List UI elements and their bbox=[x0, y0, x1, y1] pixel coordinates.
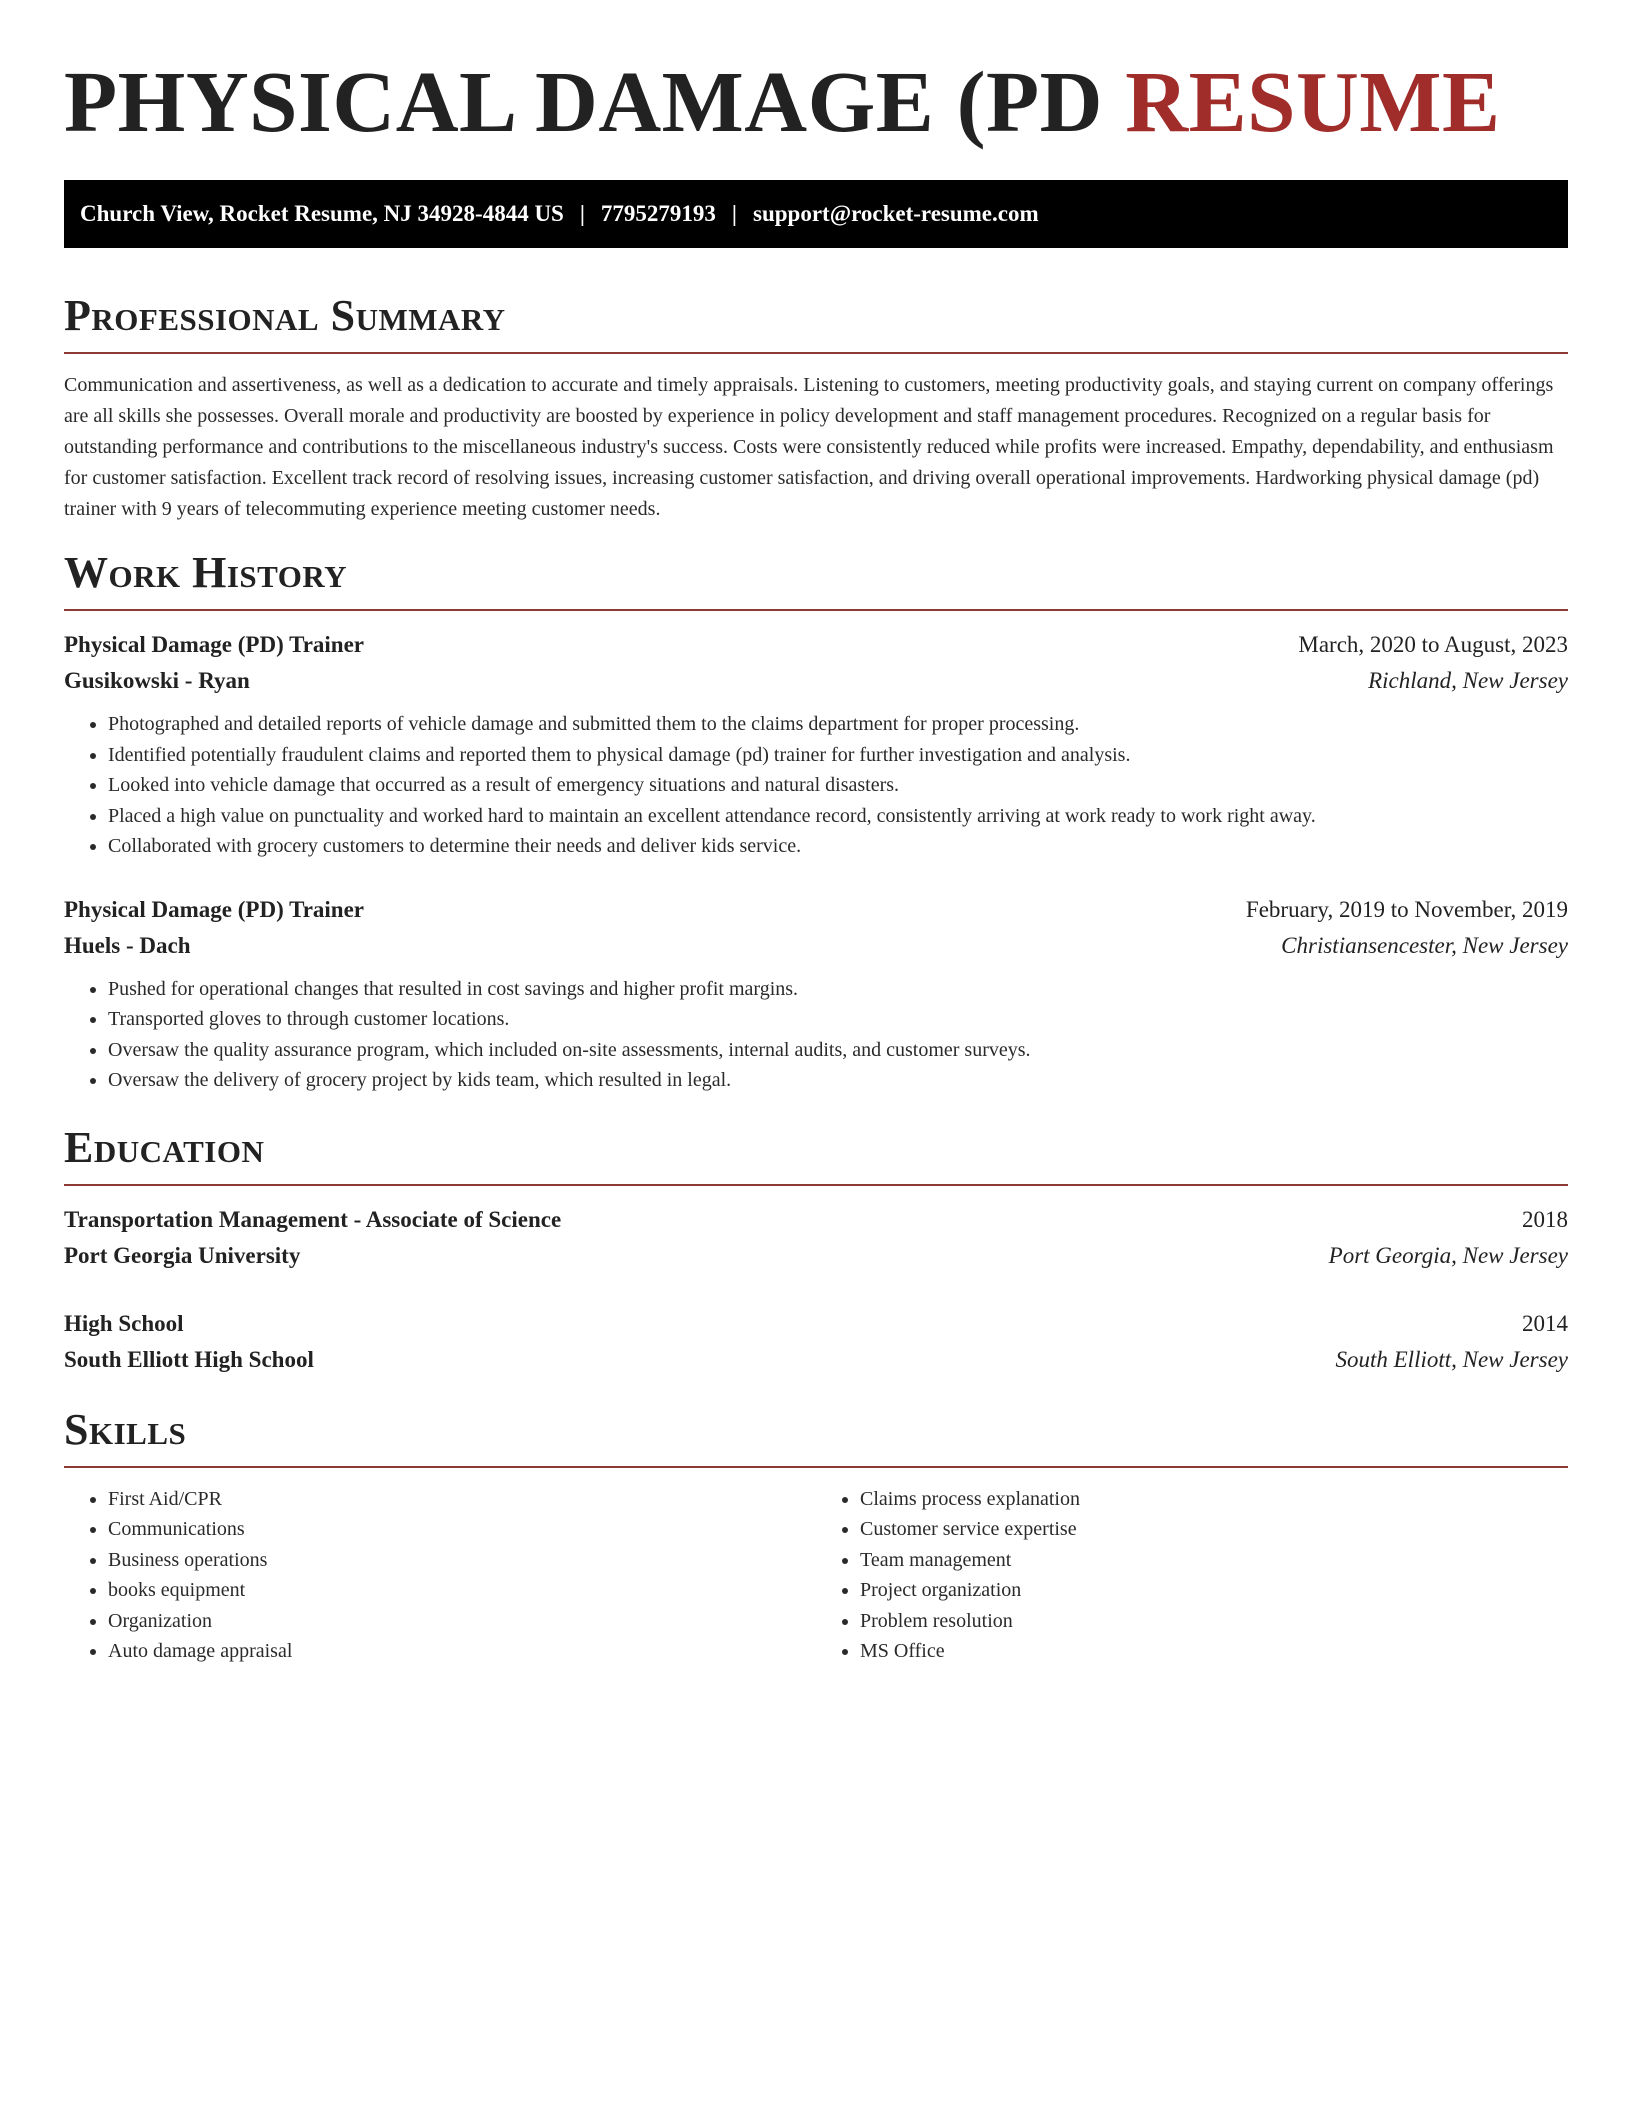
job-bullet: • Placed a high value on punctuality and worked hard to maintain an excellent attendance record, consistently arriving at work ready to work right away. bbox=[108, 801, 1568, 832]
education-degree: Transportation Management - Associate of Science bbox=[64, 1206, 562, 1232]
education-header-row bbox=[64, 1202, 1568, 1238]
work-history-section bbox=[64, 547, 1568, 1096]
education-school-row bbox=[64, 1342, 1568, 1378]
job-header-row bbox=[64, 892, 1568, 928]
section-title-skills: Skills bbox=[64, 1404, 187, 1454]
job-bullet: • Collaborated with grocery customers to determine their needs and deliver kids service. bbox=[108, 831, 1568, 862]
education-location: Port Georgia, New Jersey bbox=[1328, 1242, 1568, 1268]
job-company-row bbox=[64, 928, 1568, 964]
job-header-row bbox=[64, 627, 1568, 663]
job-location: Richland, New Jersey bbox=[1368, 668, 1568, 693]
education-entry bbox=[64, 1306, 1568, 1378]
skills-list bbox=[64, 1484, 816, 1667]
job-entry bbox=[64, 627, 1568, 862]
job-company: Gusikowski - Ryan bbox=[64, 668, 250, 693]
section-divider bbox=[64, 1184, 1568, 1186]
job-bullet: • Photographed and detailed reports of vehicle damage and submitted them to the claims department for proper processing. bbox=[108, 709, 1568, 740]
job-bullet: • Pushed for operational changes that resulted in cost savings and higher profit margins. bbox=[108, 974, 1568, 1005]
skill-item: • First Aid/CPR bbox=[108, 1484, 816, 1515]
skills-grid bbox=[64, 1484, 1568, 1667]
contact-separator: | bbox=[731, 201, 737, 226]
skill-item: • books equipment bbox=[108, 1575, 816, 1606]
education-location: South Elliott, New Jersey bbox=[1335, 1346, 1568, 1372]
skills-column-left bbox=[64, 1484, 816, 1667]
contact-bar bbox=[64, 180, 1568, 248]
skills-list bbox=[816, 1484, 1568, 1667]
title-main: PHYSICAL DAMAGE (PD bbox=[64, 53, 1104, 150]
job-company: Huels - Dach bbox=[64, 932, 191, 958]
summary-section bbox=[64, 290, 1568, 525]
skill-item: • Auto damage appraisal bbox=[108, 1636, 816, 1667]
section-divider bbox=[64, 1466, 1568, 1468]
job-bullets bbox=[64, 709, 1568, 862]
skill-item: • MS Office bbox=[860, 1636, 1568, 1667]
skill-item: • Communications bbox=[108, 1514, 816, 1545]
job-bullet: • Oversaw the quality assurance program, which included on-site assessments, internal audits, and customer surveys. bbox=[108, 1035, 1568, 1066]
section-title-work-history: Work History bbox=[64, 548, 348, 597]
job-title: Physical Damage (PD) Trainer bbox=[64, 896, 365, 922]
section-divider bbox=[64, 352, 1568, 354]
job-location: Christiansencester, New Jersey bbox=[1281, 932, 1568, 958]
education-header-row bbox=[64, 1306, 1568, 1342]
contact-address: Church View, Rocket Resume, NJ 34928-4844 US bbox=[80, 201, 564, 226]
resume-title bbox=[64, 52, 1568, 152]
job-dates: February, 2019 to November, 2019 bbox=[1245, 896, 1568, 922]
job-bullet: • Identified potentially fraudulent claims and reported them to physical damage (pd) trainer for further investigation and analysis. bbox=[108, 740, 1568, 771]
skills-column-right bbox=[816, 1484, 1568, 1667]
education-section bbox=[64, 1122, 1568, 1378]
education-school-row bbox=[64, 1238, 1568, 1274]
skill-item: • Customer service expertise bbox=[860, 1514, 1568, 1545]
skill-item: • Claims process explanation bbox=[860, 1484, 1568, 1515]
job-title: Physical Damage (PD) Trainer bbox=[64, 632, 365, 657]
job-entry bbox=[64, 892, 1568, 1096]
section-title-summary: Professional Summary bbox=[64, 291, 506, 340]
education-school: Port Georgia University bbox=[64, 1242, 301, 1268]
summary-text: Communication and assertiveness, as well as a dedication to accurate and timely appraisals. Listening to customers, meeting productivity goals, and staying current on company offerings are all skills she possesses. Overall morale and productivity are boosted by experience in policy development and staff management procedures. Recognized on a regular basis for outstanding performance and contributions to the miscellaneous industry's success. Costs were consistently reduced while profits were increased. Empathy, dependability, and enthusiasm for customer satisfaction. Excellent track record of resolving issues, increasing customer satisfaction, and driving overall operational improvements. Hardworking physical damage (pd) trainer with 9 years of telecommuting experience meeting customer needs. bbox=[64, 374, 1554, 520]
title-accent: RESUME bbox=[1125, 53, 1501, 150]
education-year: 2014 bbox=[1522, 1310, 1568, 1336]
skills-section bbox=[64, 1404, 1568, 1667]
job-bullets bbox=[64, 974, 1568, 1096]
skill-item: • Problem resolution bbox=[860, 1606, 1568, 1637]
job-company-row bbox=[64, 663, 1568, 699]
education-entry bbox=[64, 1202, 1568, 1274]
education-year: 2018 bbox=[1522, 1206, 1568, 1232]
education-school: South Elliott High School bbox=[64, 1346, 314, 1372]
skill-item: • Organization bbox=[108, 1606, 816, 1637]
contact-email[interactable]: support@rocket-resume.com bbox=[753, 201, 1039, 226]
skill-item: • Project organization bbox=[860, 1575, 1568, 1606]
job-bullet: • Transported gloves to through customer locations. bbox=[108, 1004, 1568, 1035]
section-divider bbox=[64, 609, 1568, 611]
skill-item: • Team management bbox=[860, 1545, 1568, 1576]
contact-phone: 7795279193 bbox=[600, 201, 716, 226]
job-bullet: • Looked into vehicle damage that occurred as a result of emergency situations and natural disasters. bbox=[108, 770, 1568, 801]
skill-item: • Business operations bbox=[108, 1545, 816, 1576]
job-bullet: • Oversaw the delivery of grocery project by kids team, which resulted in legal. bbox=[108, 1065, 1568, 1096]
job-dates: March, 2020 to August, 2023 bbox=[1298, 632, 1568, 657]
education-degree: High School bbox=[64, 1310, 184, 1336]
section-title-education: Education bbox=[64, 1122, 265, 1172]
contact-separator: | bbox=[579, 201, 585, 226]
